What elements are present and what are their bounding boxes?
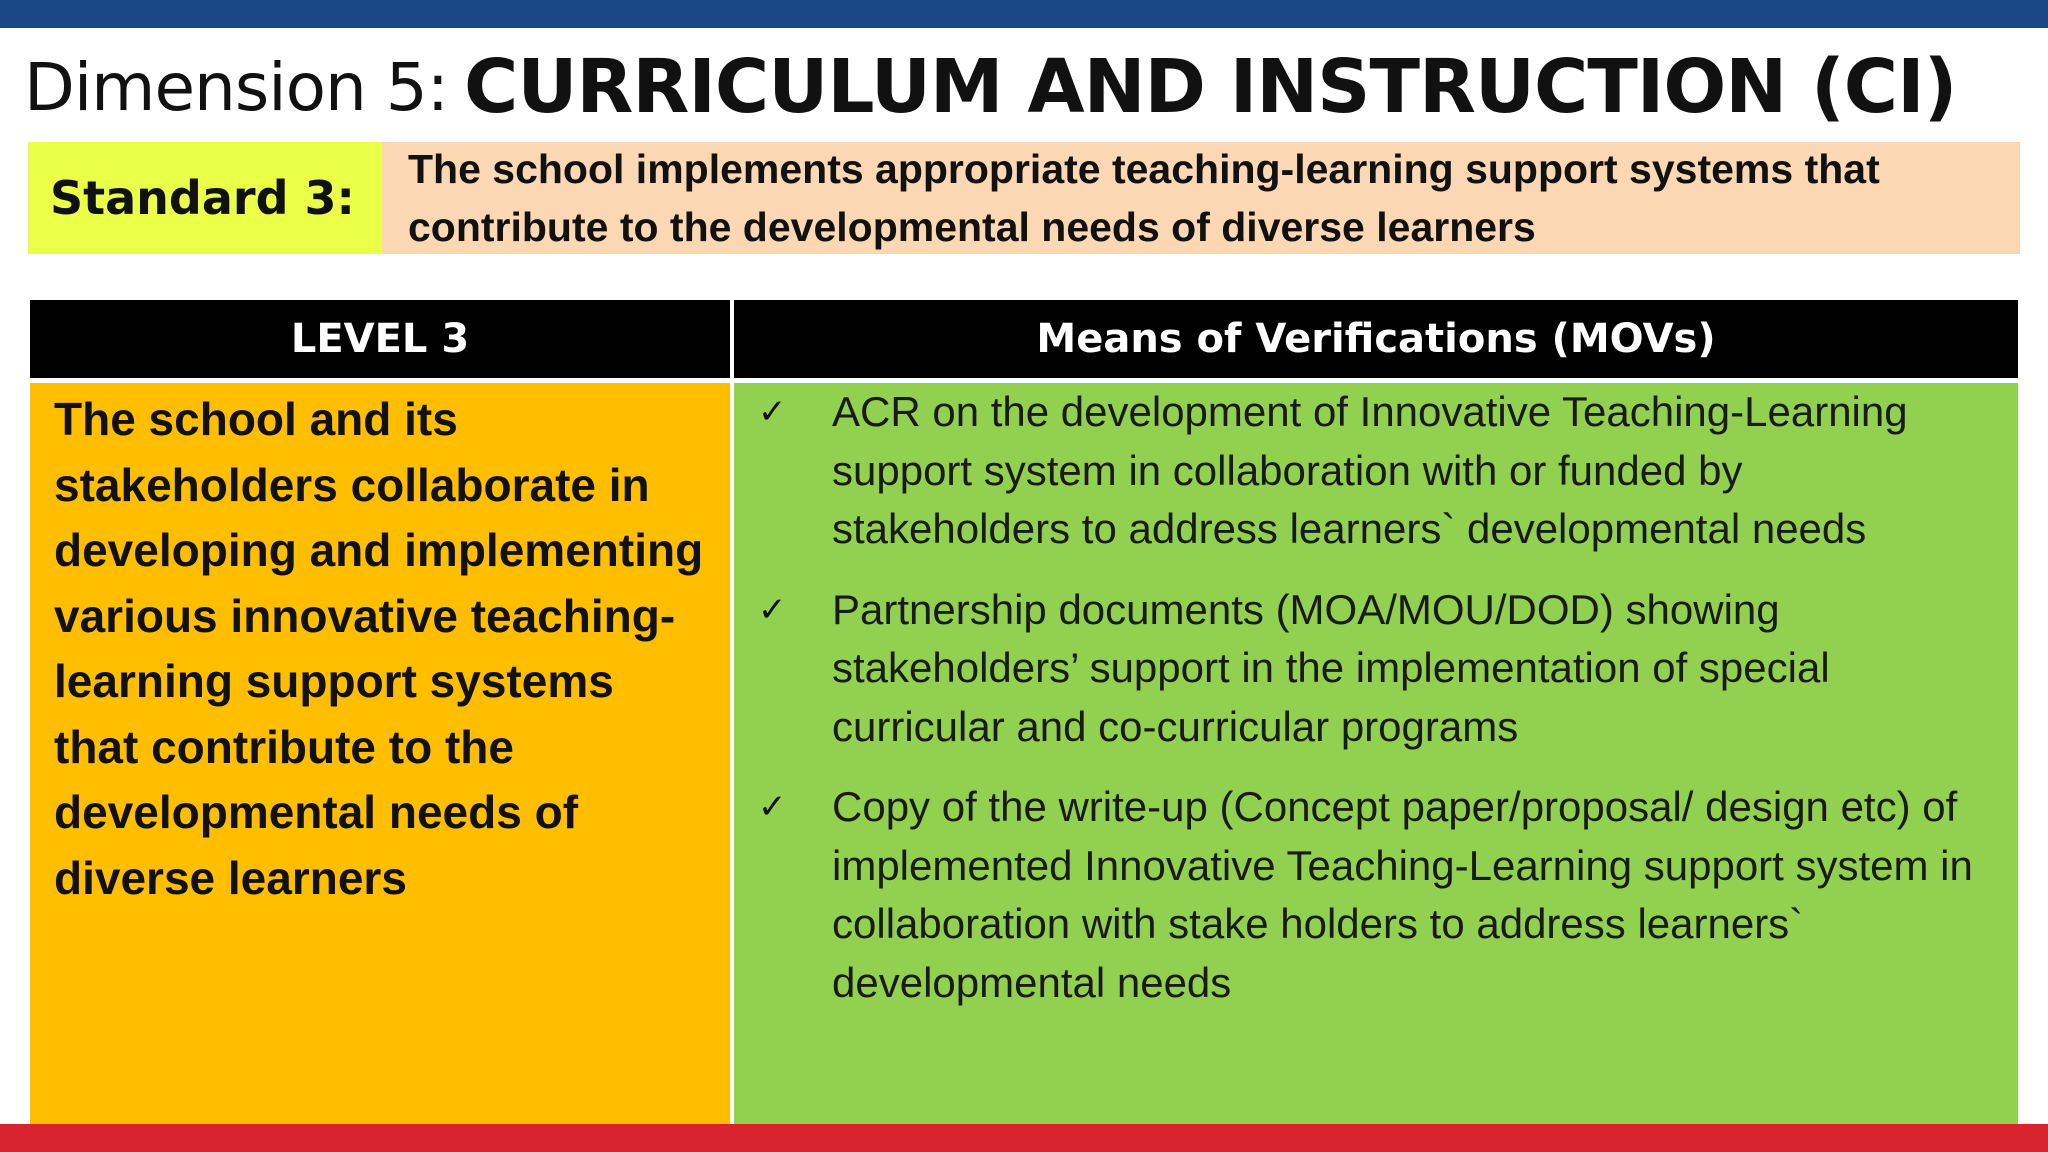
level-mov-table	[28, 298, 2020, 1132]
standard-banner	[28, 142, 2020, 254]
list-item	[758, 383, 1988, 559]
list-item	[758, 581, 1988, 757]
standard-text-box	[382, 142, 2020, 254]
title-prefix: Dimension 5:	[24, 48, 449, 126]
movs-cell	[734, 383, 2018, 1128]
mov-text: Partnership documents (MOA/MOU/DOD) showing stakeholders’ support in the implementation of special curricular and co-curricular programs	[832, 585, 1830, 750]
bottom-accent-bar	[0, 1124, 2048, 1152]
mov-text: Copy of the write-up (Concept paper/proposal/ design etc) of implemented Innovative Teaching-Learning support system in collaboration with stake holders to address learners` developmental needs	[832, 783, 1973, 1006]
checkmark-icon: ✓	[758, 589, 787, 630]
top-accent-bar	[0, 0, 2048, 28]
header-level: LEVEL 3	[30, 300, 730, 378]
mov-list	[758, 383, 1988, 1012]
title-main: CURRICULUM AND INSTRUCTION (CI)	[464, 44, 1957, 130]
list-item	[758, 778, 1988, 1012]
header-movs: Means of Verifications (MOVs)	[734, 300, 2018, 378]
level-description: The school and its stakeholders collaborate in developing and implementing various innovative teaching-learning support systems that contribute to the developmental needs of diverse learners	[54, 393, 704, 904]
standard-label-box	[28, 142, 382, 254]
checkmark-icon: ✓	[758, 392, 787, 432]
level-cell	[30, 383, 730, 1128]
standard-label: Standard 3:	[50, 171, 355, 225]
standard-text: The school implements appropriate teaching-learning support systems that contribute to the developmental needs of diverse learners	[408, 146, 1880, 250]
slide-title	[24, 32, 1956, 142]
mov-text: ACR on the development of Innovative Teaching-Learning support system in collaboration with or funded by stakeholders to address learners` developmental needs	[832, 388, 1908, 552]
checkmark-icon: ✓	[758, 787, 787, 827]
